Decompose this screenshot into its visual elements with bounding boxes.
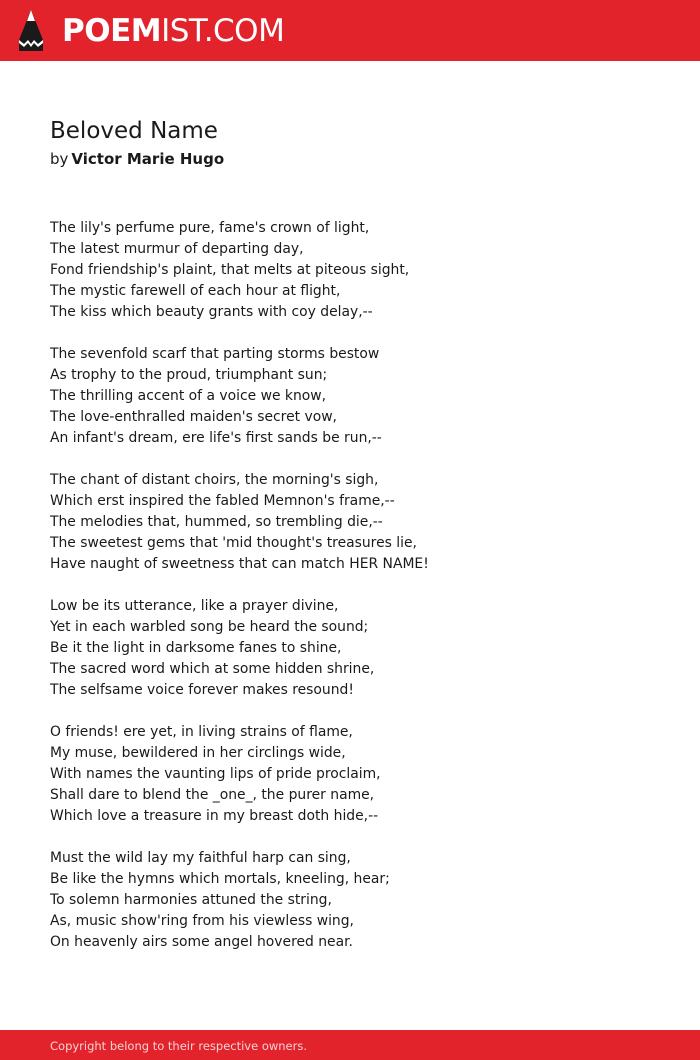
poem-line: To solemn harmonies attuned the string, <box>50 892 332 908</box>
poem-line: The sacred word which at some hidden shrine, <box>50 661 375 677</box>
brand-bold: POEM <box>62 13 162 49</box>
poem-line: Low be its utterance, like a prayer divine, <box>50 598 339 614</box>
stanza <box>50 470 650 575</box>
poem-line: The thrilling accent of a voice we know, <box>50 388 327 404</box>
poem-line: Yet in each warbled song be heard the sound; <box>50 619 369 635</box>
poem-line: Must the wild lay my faithful harp can sing, <box>50 850 351 866</box>
poem-title: Beloved Name <box>50 118 218 144</box>
poem-line: Shall dare to blend the _one_, the purer name, <box>50 787 375 803</box>
poem-line: O friends! ere yet, in living strains of flame, <box>50 724 353 740</box>
poem-line: Be like the hymns which mortals, kneeling, hear; <box>50 871 390 887</box>
poem-line: Fond friendship's plaint, that melts at piteous sight, <box>50 262 410 278</box>
copyright-notice: Copyright belong to their respective owners. <box>50 1039 308 1053</box>
poem-byline <box>50 149 224 169</box>
site-footer <box>0 1030 700 1060</box>
poem-line: The mystic farewell of each hour at flight, <box>50 283 341 299</box>
pencil-tip-icon[interactable] <box>18 9 44 52</box>
poem-author: Victor Marie Hugo <box>71 150 225 168</box>
site-logo-text[interactable] <box>62 11 284 51</box>
poem-line: Have naught of sweetness that can match HER NAME! <box>50 556 429 572</box>
stanza <box>50 848 650 953</box>
poem-line: With names the vaunting lips of pride proclaim, <box>50 766 381 782</box>
poem-line: The sevenfold scarf that parting storms bestow <box>50 346 380 362</box>
stanza <box>50 218 650 323</box>
poem-line: The love-enthralled maiden's secret vow, <box>50 409 337 425</box>
poem-line: Be it the light in darksome fanes to shine, <box>50 640 342 656</box>
poem-line: The lily's perfume pure, fame's crown of light, <box>50 220 370 236</box>
by-label: by <box>50 150 69 168</box>
poem-line: The selfsame voice forever makes resound! <box>50 682 354 698</box>
poem-line: The melodies that, hummed, so trembling die,-- <box>50 514 383 530</box>
poem-line: Which erst inspired the fabled Memnon's frame,-- <box>50 493 395 509</box>
poem-line: As trophy to the proud, triumphant sun; <box>50 367 328 383</box>
poem-line: The chant of distant choirs, the morning's sigh, <box>50 472 379 488</box>
poem-line: The latest murmur of departing day, <box>50 241 304 257</box>
stanza <box>50 596 650 701</box>
site-header <box>0 0 700 61</box>
stanza <box>50 722 650 827</box>
brand-light: IST.COM <box>161 13 285 49</box>
poem-line: The kiss which beauty grants with coy delay,-- <box>50 304 373 320</box>
poem-line: As, music show'ring from his viewless wing, <box>50 913 354 929</box>
poem-body <box>50 218 650 974</box>
poem-line: My muse, bewildered in her circlings wide, <box>50 745 346 761</box>
poem-line: An infant's dream, ere life's first sands be run,-- <box>50 430 382 446</box>
poem-line: On heavenly airs some angel hovered near. <box>50 934 353 950</box>
stanza <box>50 344 650 449</box>
poem-line: The sweetest gems that 'mid thought's treasures lie, <box>50 535 417 551</box>
poem-line: Which love a treasure in my breast doth hide,-- <box>50 808 379 824</box>
